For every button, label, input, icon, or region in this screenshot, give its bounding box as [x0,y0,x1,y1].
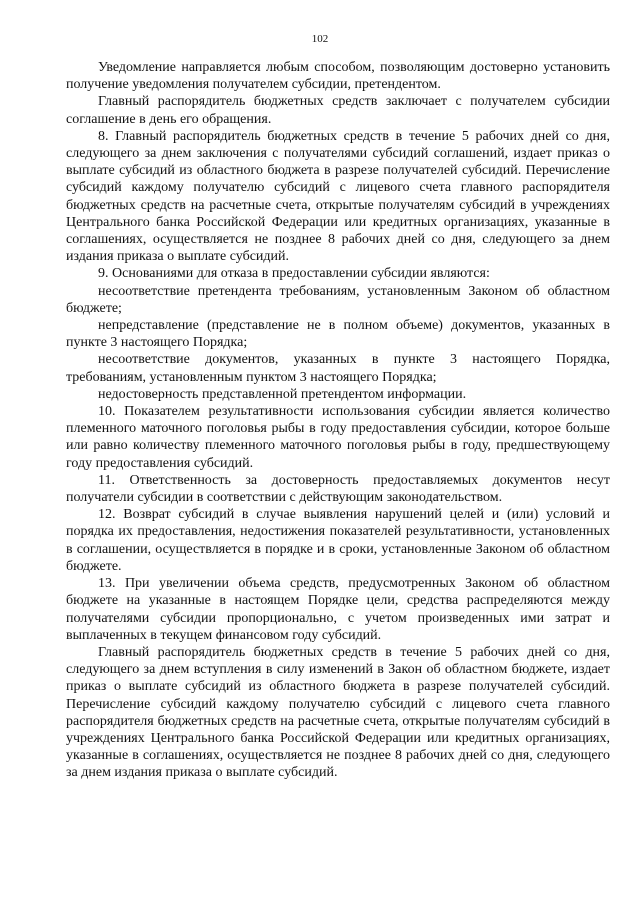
paragraph: 12. Возврат субсидий в случае выявления нарушений целей и (или) условий и порядка их предоставления, недостижения показателей результативности, установленных в соглашении, осуществляется в порядке и в сроки, установленные Законом об областном бюджете. [66,507,610,574]
paragraph: недостоверность представленной претендентом информации. [98,386,467,402]
paragraph: несоответствие документов, указанных в пункте 3 настоящего Порядка, требованиям, установленным пунктом 3 настоящего Порядка; [66,352,610,385]
paragraph: 8. Главный распорядитель бюджетных средств в течение 5 рабочих дней со дня, следующего за днем заключения с получателями субсидий соглашений, издает приказ о выплате субсидий из областного бюджета в разрезе получателей субсидий. Перечисление субсидий каждому получателю субсидий с лицевого счета главного распорядителя бюджетных средств на расчетные счета, открытые получателям субсидий в учреждениях Центрального банка Российской Федерации или кредитных организациях, указанные в соглашениях, осуществляется не позднее 8 рабочих дней со дня, следующего за днем издания приказа о выплате субсидий. [66,128,610,265]
paragraph: непредставление (представление не в полном объеме) документов, указанных в пункте 3 настоящего Порядка; [66,318,610,351]
page-number: 102 [311,33,329,45]
paragraph: несоответствие претендента требованиям, установленным Законом об областном бюджете; [66,283,610,316]
paragraph: 11. Ответственность за достоверность предоставляемых документов несут получатели субсидии в соответствии с действующим законодательством. [66,472,610,506]
document-body [66,59,610,782]
paragraph: Уведомление направляется любым способом, позволяющим достоверно установить получение уведомления получателем субсидии, претендентом. [66,60,610,93]
paragraph: Главный распорядитель бюджетных средств заключает с получателем субсидии соглашение в день его обращения. [66,94,610,127]
paragraph: 13. При увеличении объема средств, предусмотренных Законом об областном бюджете на указанные в настоящем Порядке цели, средства распределяются между получателями субсидии пропорционально, с учетом произведенных ими затрат и выплаченных в текущем финансовом году субсидий. [66,576,610,643]
paragraph: 9. Основаниями для отказа в предоставлении субсидии являются: [98,266,490,282]
paragraph: 10. Показателем результативности использования субсидии является количество племенного маточного поголовья рыбы в году предоставления субсидии, которое больше или равно количеству племенного маточного поголовья рыбы в году, предшествующему году предоставления субсидий. [66,404,610,471]
paragraph: Главный распорядитель бюджетных средств в течение 5 рабочих дней со дня, следующего за днем вступления в силу изменений в Закон об областном бюджете, издает приказ о выплате субсидий из областного бюджета в разрезе получателей субсидий. Перечисление субсидий каждому получателю субсидий с лицевого счета главного распорядителя бюджетных средств на расчетные счета, открытые получателям субсидий в учреждениях Центрального банка Российской Федерации или кредитных организациях, указанные в соглашениях, осуществляется не позднее 8 рабочих дней со дня, следующего за днем издания приказа о выплате субсидий. [66,644,610,781]
